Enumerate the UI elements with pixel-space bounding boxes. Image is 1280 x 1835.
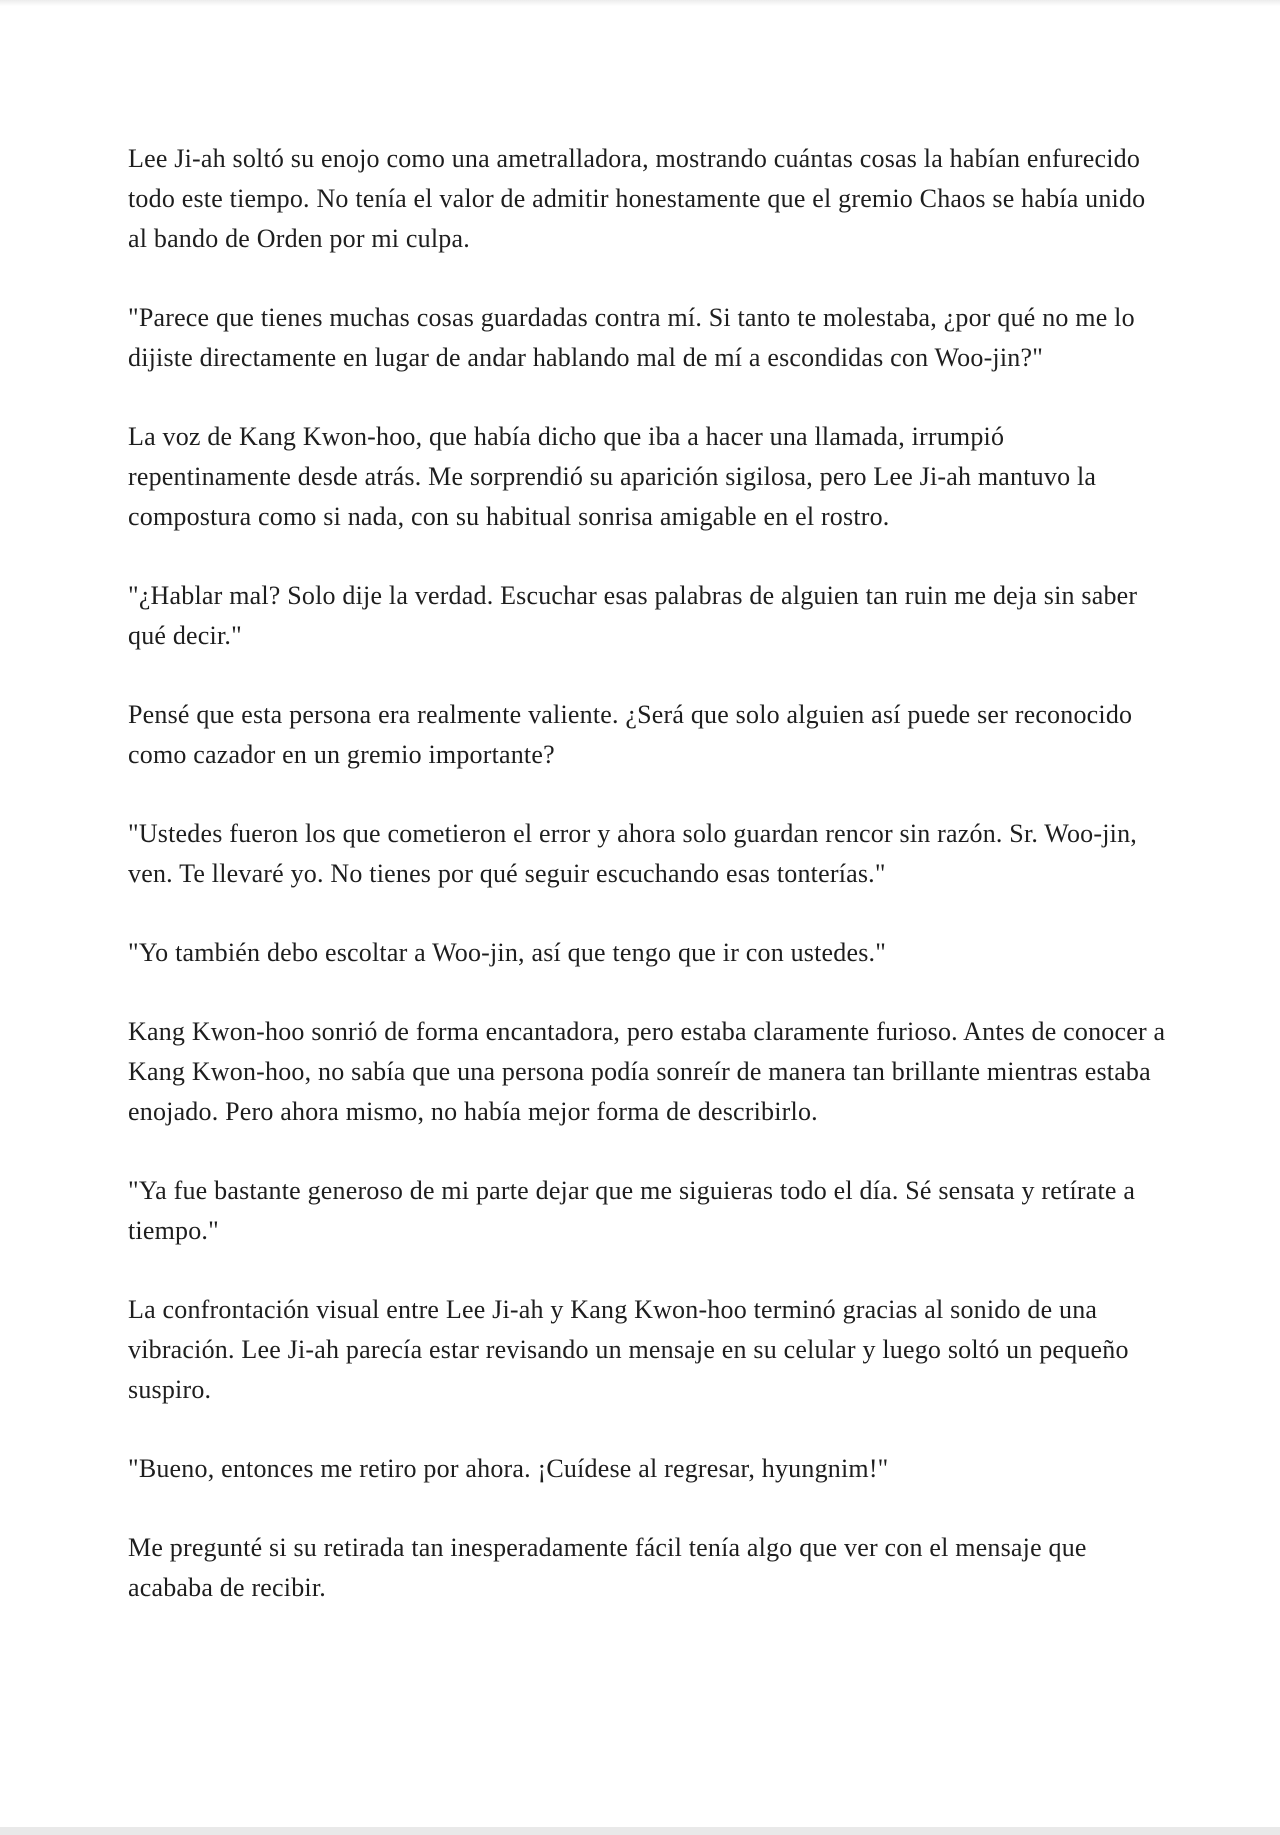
paragraph-6: "Ustedes fueron los que cometieron el error y ahora solo guardan rencor sin razón. Sr. Woo-jin, ven. Te llevaré yo. No tienes por qué seguir escuchando esas tonterías." <box>128 819 1137 888</box>
paragraph-5: Pensé que esta persona era realmente valiente. ¿Será que solo alguien así puede ser reconocido como cazador en un gremio importante? <box>128 700 1133 769</box>
paragraph-12: Me pregunté si su retirada tan inesperadamente fácil tenía algo que ver con el mensaje que acababa de recibir. <box>128 1533 1087 1602</box>
paragraph-7: "Yo también debo escoltar a Woo-jin, así que tengo que ir con ustedes." <box>128 938 887 967</box>
paragraph-9: "Ya fue bastante generoso de mi parte dejar que me siguieras todo el día. Sé sensata y retírate a tiempo." <box>128 1176 1136 1245</box>
document-page <box>128 139 1168 1647</box>
paragraph-2: "Parece que tienes muchas cosas guardadas contra mí. Si tanto te molestaba, ¿por qué no me lo dijiste directamente en lugar de andar hablando mal de mí a escondidas con Woo-jin?" <box>128 303 1135 372</box>
paragraph-1: Lee Ji-ah soltó su enojo como una ametralladora, mostrando cuántas cosas la habían enfurecido todo este tiempo. No tenía el valor de admitir honestamente que el gremio Chaos se había unido al bando de Orden por mi culpa. <box>128 144 1146 253</box>
paragraph-8: Kang Kwon-hoo sonrió de forma encantadora, pero estaba claramente furioso. Antes de conocer a Kang Kwon-hoo, no sabía que una persona podía sonreír de manera tan brillante mientras estaba enojado. Pero ahora mismo, no había mejor forma de describirlo. <box>128 1017 1166 1126</box>
paragraph-4: "¿Hablar mal? Solo dije la verdad. Escuchar esas palabras de alguien tan ruin me deja sin saber qué decir." <box>128 581 1138 650</box>
paragraph-3: La voz de Kang Kwon-hoo, que había dicho que iba a hacer una llamada, irrumpió repentinamente desde atrás. Me sorprendió su aparición sigilosa, pero Lee Ji-ah mantuvo la compostura como si nada, con su habitual sonrisa amigable en el rostro. <box>128 422 1097 531</box>
paragraph-11: "Bueno, entonces me retiro por ahora. ¡Cuídese al regresar, hyungnim!" <box>128 1454 889 1483</box>
page-bottom-edge <box>0 1827 1280 1835</box>
paragraph-10: La confrontación visual entre Lee Ji-ah y Kang Kwon-hoo terminó gracias al sonido de una vibración. Lee Ji-ah parecía estar revisando un mensaje en su celular y luego soltó un pequeño suspiro. <box>128 1295 1129 1404</box>
page-top-edge <box>0 0 1280 6</box>
